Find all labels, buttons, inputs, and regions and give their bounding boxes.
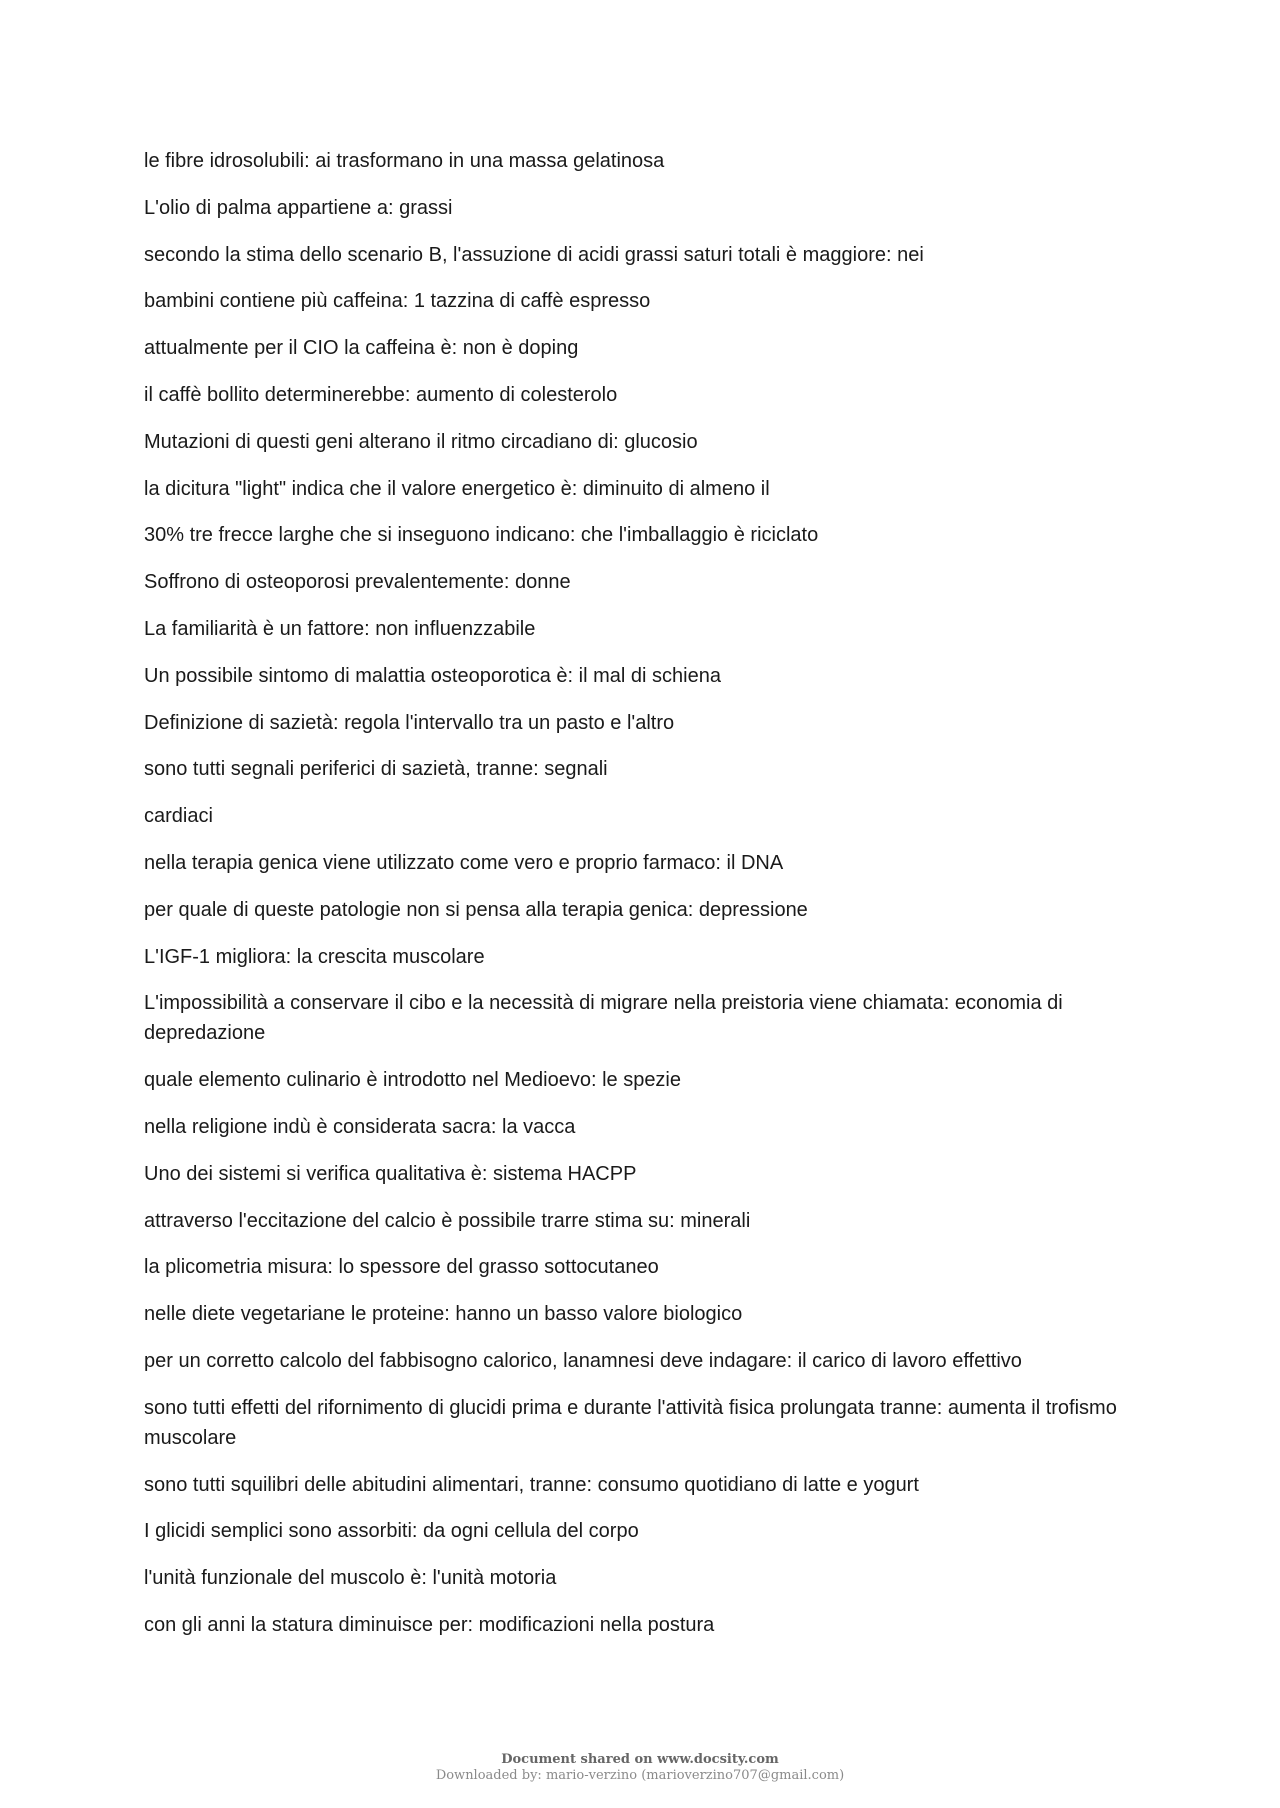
text-line: 30% tre frecce larghe che si inseguono indicano: che l'imballaggio è riciclato (144, 524, 819, 547)
text-line: L'IGF-1 migliora: la crescita muscolare (144, 945, 485, 968)
footer-download-notice: Downloaded by: mario-verzino (marioverzino707@gmail.com) (435, 1768, 845, 1783)
text-line: Soffrono di osteoporosi prevalentemente: donne (144, 571, 571, 594)
text-line: le fibre idrosolubili: ai trasformano in una massa gelatinosa (144, 150, 665, 172)
text-line: l'unità funzionale del muscolo è: l'unità motoria (144, 1567, 557, 1590)
text-line: nella religione indù è considerata sacra: la vacca (144, 1115, 576, 1138)
text-line: sono tutti effetti del rifornimento di glucidi prima e durante l'attività fisica prolungata tranne: aumenta il trofismo muscolare (144, 1396, 1117, 1449)
text-line: nelle diete vegetariane le proteine: hanno un basso valore biologico (144, 1303, 743, 1326)
text-line: attraverso l'eccitazione del calcio è possibile trarre stima su: minerali (144, 1209, 751, 1232)
text-line: cardiaci (144, 805, 213, 828)
footer-shared-notice: Document shared on www.docsity.com (501, 1752, 779, 1767)
text-line: per quale di queste patologie non si pensa alla terapia genica: depressione (144, 898, 808, 921)
text-line: secondo la stima dello scenario B, l'assuzione di acidi grassi saturi totali è maggiore: nei (144, 243, 924, 266)
text-line: La familiarità è un fattore: non influenzzabile (144, 617, 536, 640)
text-line: nella terapia genica viene utilizzato come vero e proprio farmaco: il DNA (144, 851, 784, 874)
text-line: per un corretto calcolo del fabbisogno calorico, lanamnesi deve indagare: il carico di lavoro effettivo (144, 1349, 1022, 1372)
text-line: con gli anni la statura diminuisce per: modificazioni nella postura (144, 1613, 715, 1636)
text-line: bambini contiene più caffeina: 1 tazzina di caffè espresso (144, 290, 651, 313)
text-line: attualmente per il CIO la caffeina è: non è doping (144, 337, 579, 360)
text-line: I glicidi semplici sono assorbiti: da ogni cellula del corpo (144, 1520, 639, 1543)
text-line: L'olio di palma appartiene a: grassi (144, 196, 453, 219)
text-line: il caffè bollito determinerebbe: aumento di colesterolo (144, 383, 618, 406)
text-line: la dicitura "light" indica che il valore energetico è: diminuito di almeno il (144, 477, 770, 500)
text-line: L'impossibilità a conservare il cibo e la necessità di migrare nella preistoria viene chiamata: economia di depredazione (144, 992, 1063, 1045)
text-line: Uno dei sistemi si verifica qualitativa è: sistema HACPP (144, 1162, 637, 1185)
text-line: la plicometria misura: lo spessore del grasso sottocutaneo (144, 1256, 659, 1279)
text-line: sono tutti squilibri delle abitudini alimentari, tranne: consumo quotidiano di latte e yogurt (144, 1473, 919, 1496)
text-line: Mutazioni di questi geni alterano il ritmo circadiano di: glucosio (144, 430, 698, 453)
text-line: Definizione di sazietà: regola l'intervallo tra un pasto e l'altro (144, 711, 675, 734)
document-body (144, 146, 1124, 1657)
text-line: Un possibile sintomo di malattia osteoporotica è: il mal di schiena (144, 664, 721, 687)
text-line: sono tutti segnali periferici di sazietà, tranne: segnali (144, 758, 608, 781)
text-line: quale elemento culinario è introdotto nel Medioevo: le spezie (144, 1069, 682, 1092)
